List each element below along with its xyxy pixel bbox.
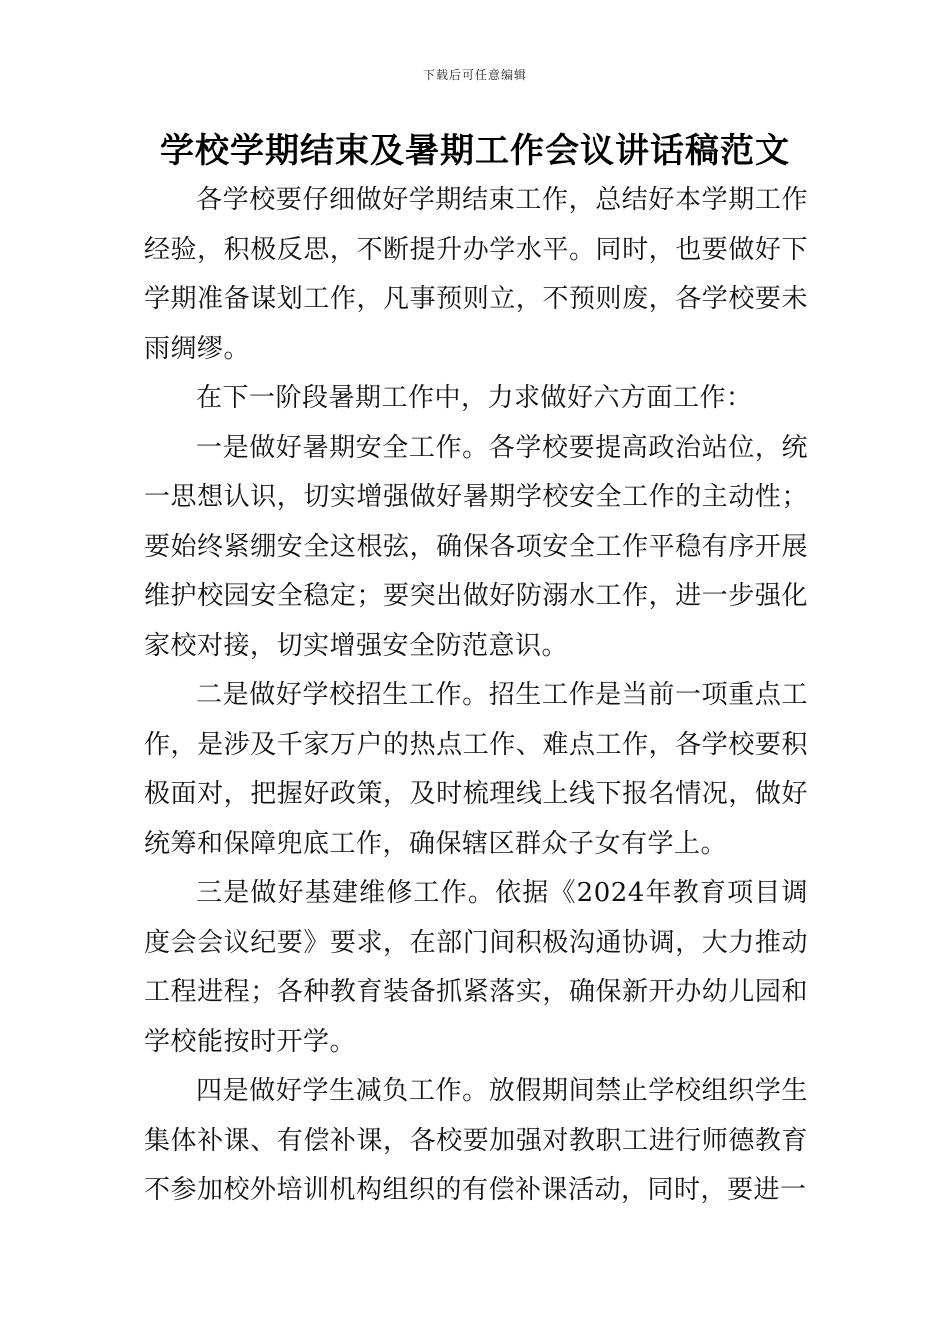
paragraph-enrollment: 二是做好学校招生工作。招生工作是当前一项重点工作，是涉及千家万户的热点工作、难点工作，各学校要积极面对，把握好政策，及时梳理线上线下报名情况，做好统筹和保障兜底工作，确保辖区群众子女有学上。 — [144, 680, 808, 859]
paragraph-construction: 三是做好基建维修工作。依据《2024年教育项目调度会会议纪要》要求，在部门间积极沟通协调，大力推动工程进程；各种教育装备抓紧落实，确保新开办幼儿园和学校能按时开学。 — [144, 878, 808, 1057]
document-title: 学校学期结束及暑期工作会议讲话稿范文 — [160, 131, 790, 171]
paragraph-intro: 各学校要仔细做好学期结束工作，总结好本学期工作经验，积极反思，不断提升办学水平。同时，也要做好下学期准备谋划工作，凡事预则立，不预则废，各学校要未雨绸缪。 — [144, 185, 808, 364]
paragraph-overview: 在下一阶段暑期工作中，力求做好六方面工作： — [196, 383, 753, 413]
header-note: 下载后可任意编辑 — [422, 68, 527, 82]
paragraph-burden-reduction: 四是做好学生减负工作。放假期间禁止学校组织学生集体补课、有偿补课，各校要加强对教职工进行师德教育不参加校外培训机构组织的有偿补课活动，同时，要进一 — [144, 1076, 808, 1205]
paragraph-safety: 一是做好暑期安全工作。各学校要提高政治站位，统一思想认识，切实增强做好暑期学校安全工作的主动性；要始终紧绷安全这根弦，确保各项安全工作平稳有序开展维护校园安全稳定；要突出做好防溺水工作，进一步强化家校对接，切实增强安全防范意识。 — [144, 432, 808, 661]
document-body — [144, 176, 808, 1216]
